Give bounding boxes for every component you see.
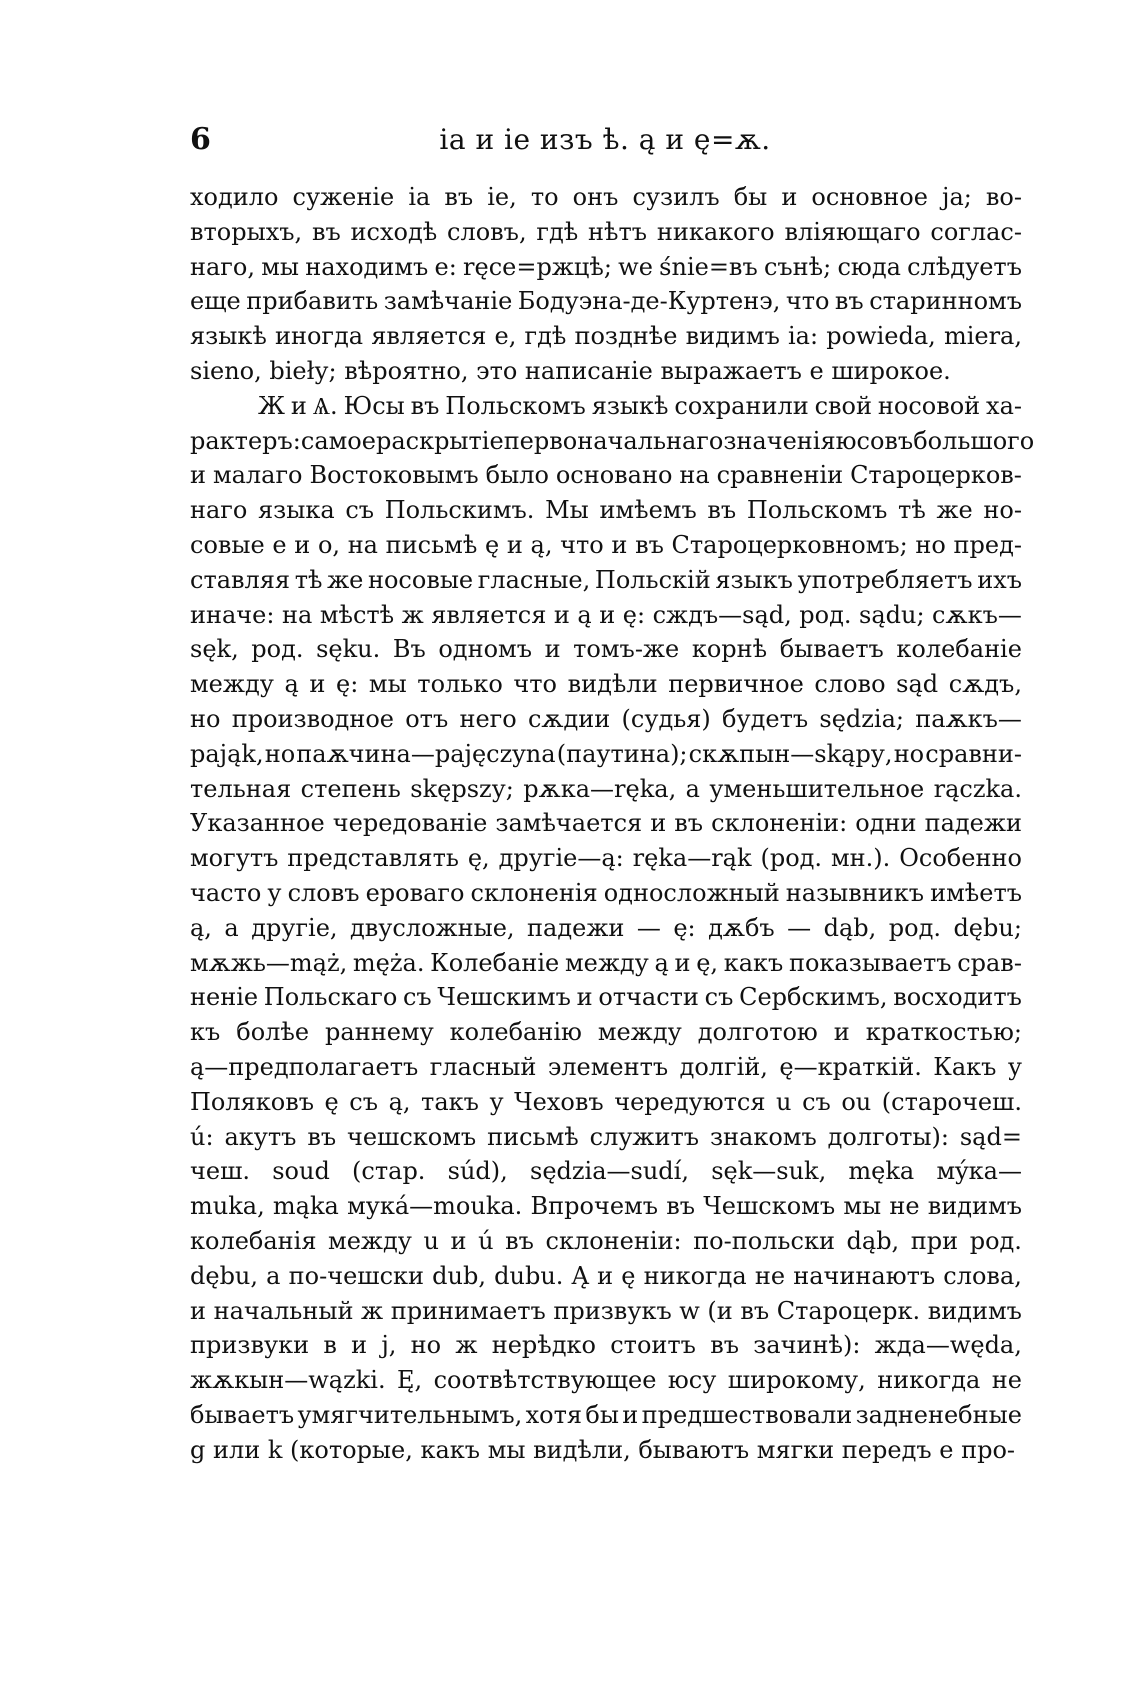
text-line: могутъ представлять ę, другіе—ą: ręka—rąk (род. мн.). Особенно <box>190 844 1022 873</box>
text-line: призвуки в и j, но ж нерѣдко стоитъ въ зачинѣ): жда—węda, <box>190 1331 1022 1360</box>
page-number: 6 <box>190 122 211 157</box>
text-line: и начальный ж принимаетъ призвукъ w (и въ Староцерк. видимъ <box>190 1296 1022 1325</box>
text-line: жѫкын—wązki. Ę, соотвѣтствующее юсу широкому, никогда не <box>190 1366 1022 1395</box>
text-line: dębu, а по-чешски dub, dubu. Ą и ę никогда не начинаютъ слова, <box>190 1261 1022 1290</box>
text-line: наго, мы находимъ e: ręce=ржцѣ; we śnie=въ сънѣ; сюда слѣдуетъ <box>190 252 1022 281</box>
text-line: sęk, род. sęku. Въ одномъ и томъ-же корнѣ бываетъ колебаніе <box>190 635 1022 664</box>
text-line: иначе: на мѣстѣ ж является и ą и ę: сждъ—sąd, род. sądu; сѫкъ— <box>190 600 1022 629</box>
text-line: Указанное чередованіе замѣчается и въ склоненіи: одни падежи <box>190 809 1022 838</box>
text-line: sieno, biełу; вѣроятно, это написаніе выражаетъ e широкое. <box>190 356 951 385</box>
text-line: еще прибавить замѣчаніе Бодуэна-де-Куртенэ, что въ старинномъ <box>190 287 1022 316</box>
text-line: ходило суженіе ia въ ie, то онъ сузилъ бы и основное ja; во- <box>190 183 1022 211</box>
text-line: къ болѣе раннему колебанію между долготою и краткостью; <box>190 1018 1022 1047</box>
text-line: и малаго Востоковымъ было основано на сравненіи Староцерков- <box>190 461 1022 490</box>
text-line: ą—предполагаетъ гласный элементъ долгій, ę—краткій. Какъ у <box>190 1052 1022 1081</box>
text-line: между ą и ę: мы только что видѣли первичное слово sąd сѫдъ, <box>190 670 1022 699</box>
text-line: тельная степень skępszу; рѫка—ręka, а уменьшительное rączka. <box>190 774 1022 803</box>
text-line: языкѣ иногда является e, гдѣ позднѣе видимъ ia: powieda, miera, <box>190 322 1022 351</box>
text-line: Ж и Ѧ. Юсы въ Польскомъ языкѣ сохранили свой носовой ха- <box>258 391 1022 420</box>
page-header <box>190 120 1020 160</box>
text-line: ú: акутъ въ чешскомъ письмѣ служитъ знакомъ долготы): sąd= <box>190 1122 1022 1151</box>
body-text <box>190 180 1035 1467</box>
text-line: мѫжь—mąż, męża. Колебаніе между ą и ę, какъ показываетъ срав- <box>190 948 1022 977</box>
text-line: но производное отъ него сѫдии (судья) будетъ sędzia; паѫкъ— <box>190 704 1022 733</box>
text-line: наго языка съ Польскимъ. Мы имѣемъ въ Польскомъ тѣ же но- <box>190 496 1022 525</box>
text-line: muka, mąka мукá—mouka. Впрочемъ въ Чешскомъ мы не видимъ <box>190 1192 1022 1221</box>
text-line: g или k (которые, какъ мы видѣли, бываютъ мягки передъ e про- <box>190 1435 1015 1464</box>
text-line: неніе Польскаго съ Чешскимъ и отчасти съ Сербскимъ, восходитъ <box>190 983 1022 1012</box>
text-line: колебанія между u и ú въ склоненіи: по-польски dąb, при род. <box>190 1226 1022 1255</box>
text-line: совые e и o, на письмѣ ę и ą, что и въ Староцерковномъ; но пред- <box>190 530 1022 559</box>
text-line: вторыхъ, въ исходѣ словъ, гдѣ нѣтъ никакого вліяющаго соглас- <box>190 217 1022 246</box>
text-line: pająk, но паѫчина—pajęczyna (паутина); скѫпын—skąpу, но сравни- <box>190 739 1022 768</box>
text-line: Поляковъ ę съ ą, такъ у Чеховъ чередуются u съ ou (старочеш. <box>190 1087 1022 1116</box>
running-title: ia и ie изъ ѣ. ą и ę=ѫ. <box>439 123 771 156</box>
text-line: бываетъ умягчительнымъ, хотя бы и предшествовали задненебные <box>190 1400 1022 1429</box>
text-line: рактеръ: самое раскрытіе первоначальнаго значенія юсовъ большого <box>190 426 1035 455</box>
text-line: часто у словъ ероваго склоненія односложный назывникъ имѣетъ <box>190 878 1022 907</box>
text-line: чеш. soud (стар. súd), sędzia—sudí, sęk—suk, męka мýка— <box>190 1157 1022 1186</box>
text-line: ą, а другіе, двусложные, падежи — ę: дѫбъ — dąb, род. dębu; <box>190 913 1022 942</box>
text-line: ставляя тѣ же носовые гласные, Польскій языкъ употребляетъ ихъ <box>190 565 1022 594</box>
